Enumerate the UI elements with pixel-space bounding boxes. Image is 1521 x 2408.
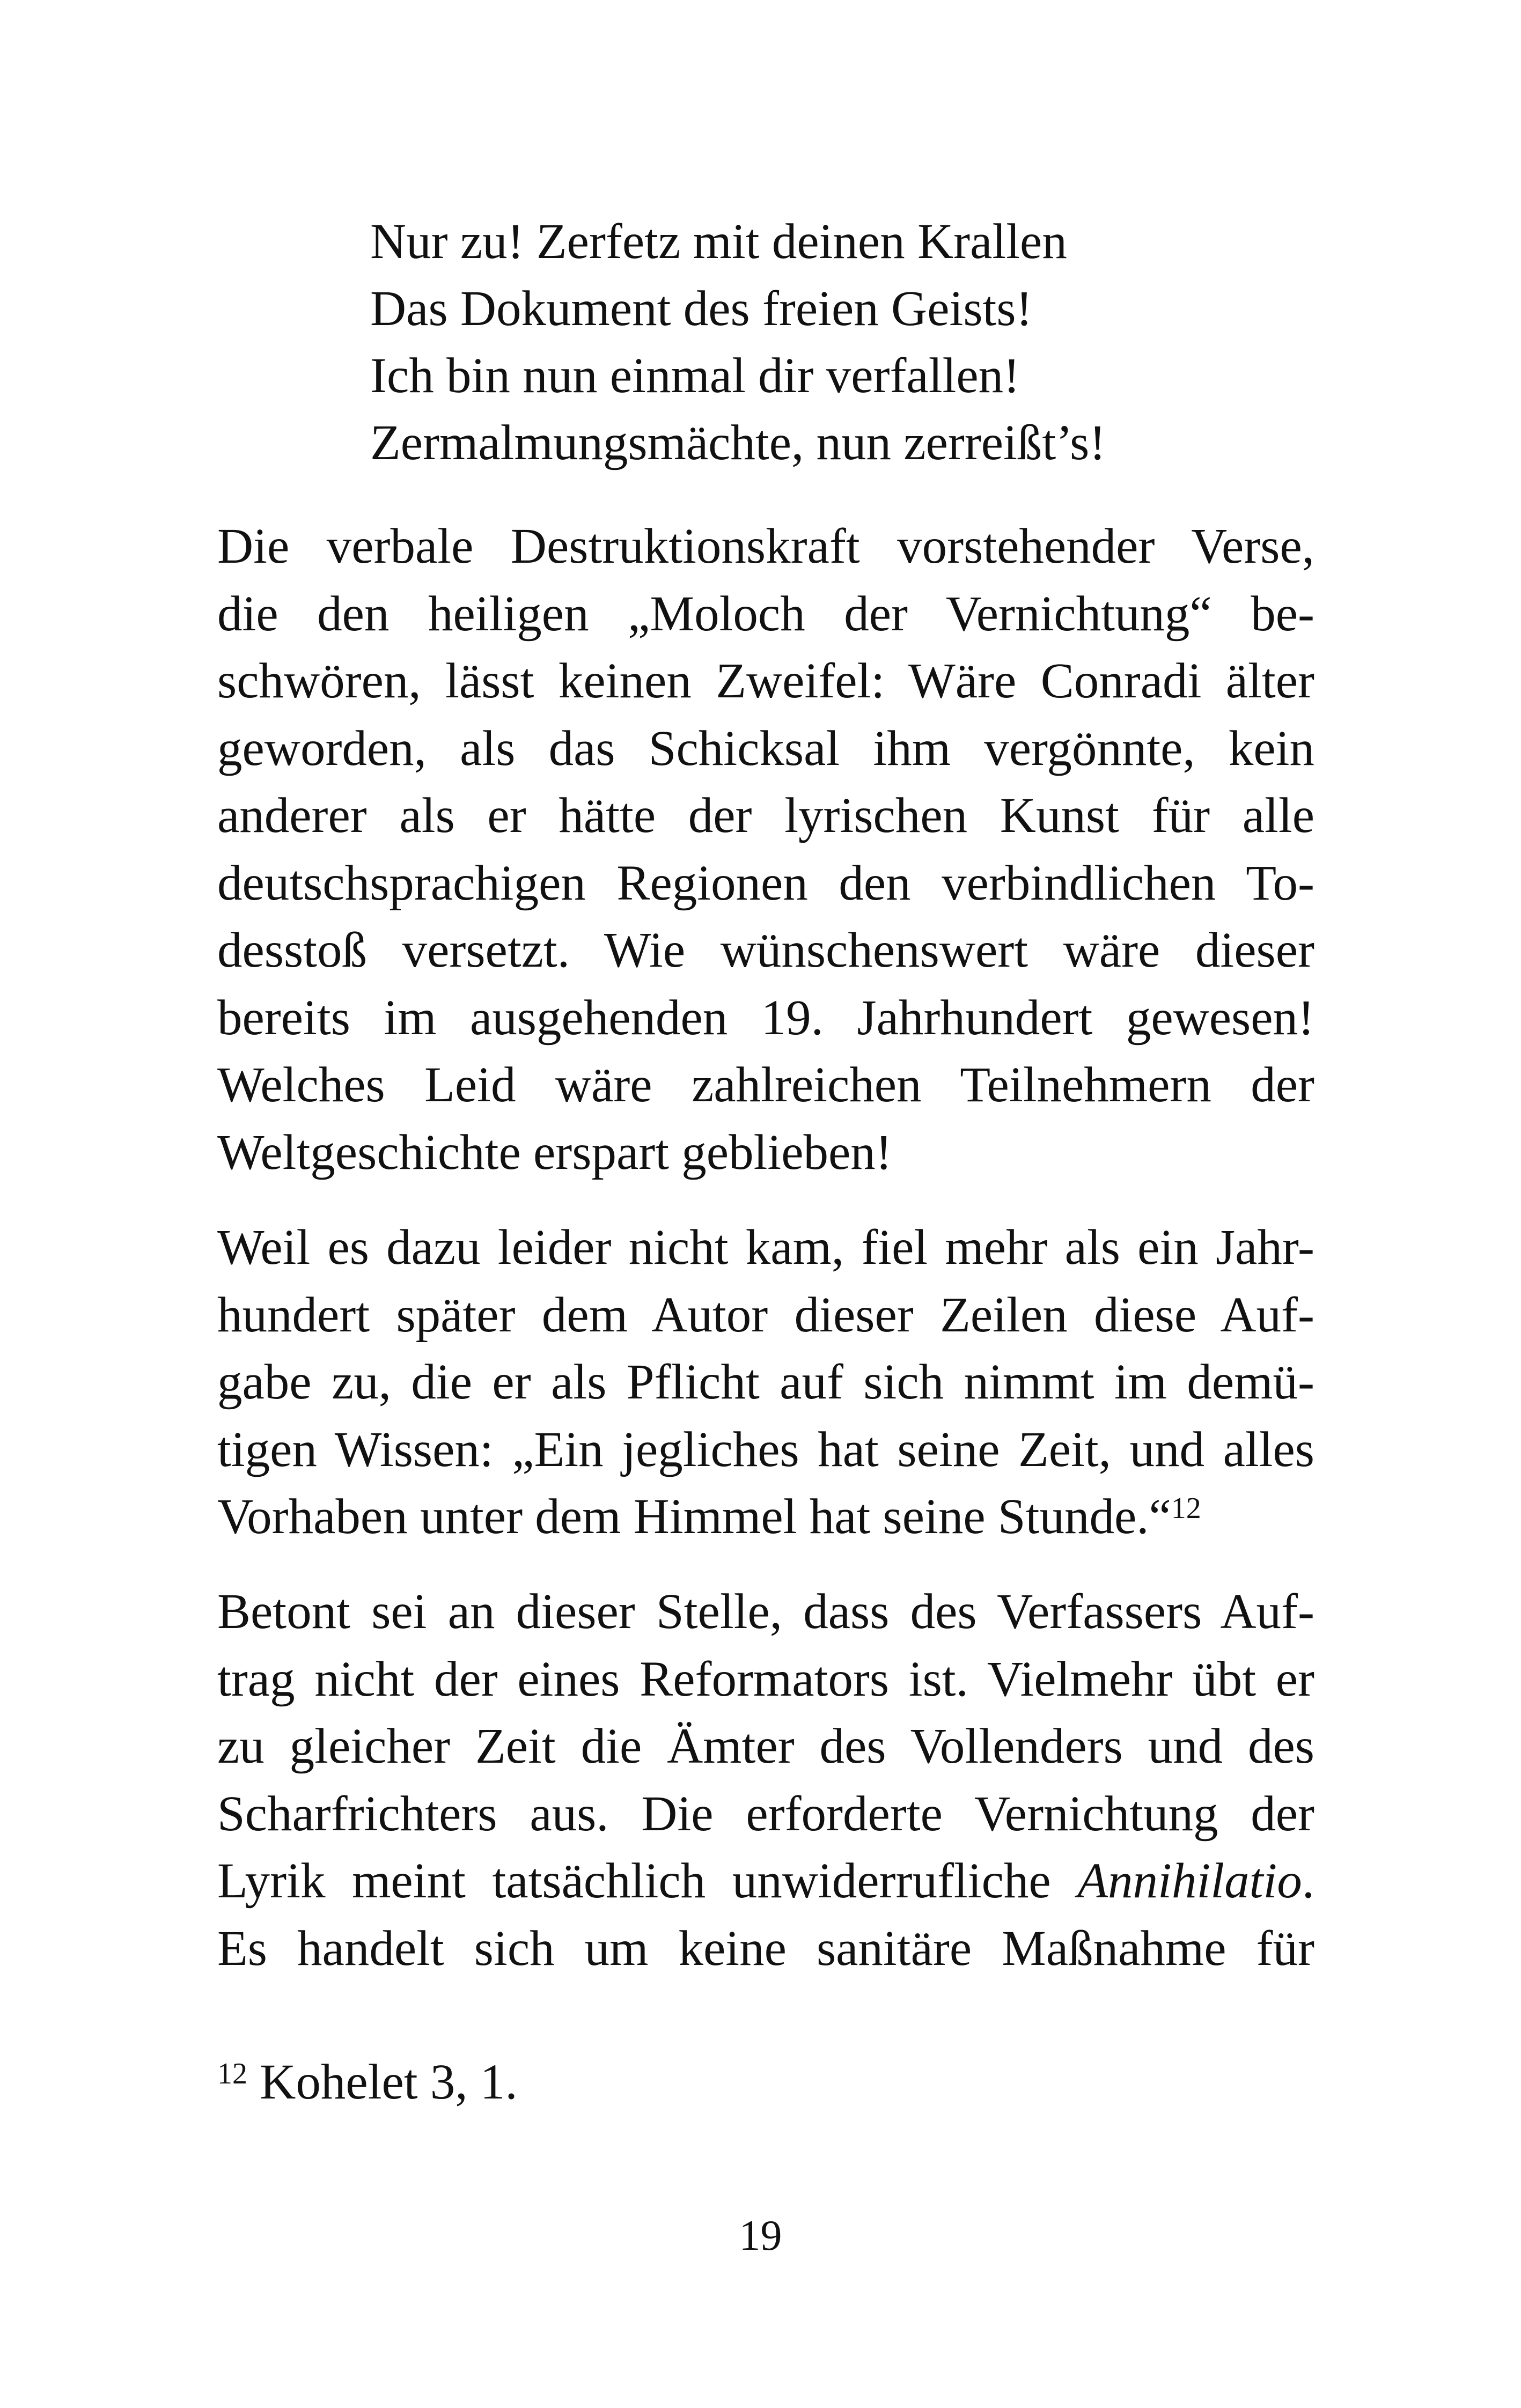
text-line: Welches Leid wäre zahlreichen Teilnehmern der [217,1057,1314,1113]
text-line: schwören, lässt keinen Zweifel: Wäre Conradi älter [217,653,1314,709]
text-line: deutschsprachigen Regionen den verbindlichen To- [217,855,1314,911]
text-line: Scharfrichters aus. Die erforderte Vernichtung der [217,1786,1314,1842]
verse-line: Nur zu! Zerfetz mit deinen Krallen [370,214,1067,269]
paragraph-3 [217,1578,1314,1982]
verse-block [370,208,1282,476]
paragraph-1 [217,513,1314,1186]
text-line: bereits im ausgehenden 19. Jahrhundert gewesen! [217,990,1314,1045]
text-line-punctuation: . [1302,1853,1314,1909]
footnote [217,2050,518,2115]
footnote-text: Kohelet 3, 1. [260,2054,518,2110]
paragraph-2 [217,1214,1314,1551]
text-line: trag nicht der eines Reformators ist. Vielmehr übt er [217,1651,1314,1707]
text-line: tigen Wissen: „Ein jegliches hat seine Zeit, und alles [217,1422,1314,1477]
verse-line: Das Dokument des freien Geists! [370,281,1033,336]
verse-line: Ich bin nun einmal dir verfallen! [370,348,1020,403]
italic-term: Annihilatio [1077,1853,1302,1909]
text-line: hundert später dem Autor dieser Zeilen diese Auf- [217,1287,1314,1343]
text-line: geworden, als das Schicksal ihm vergönnte, kein [217,720,1314,776]
text-line [217,1847,1314,1915]
text-line: zu gleicher Zeit die Ämter des Vollenders und des [217,1719,1314,1774]
text-line: desstoß versetzt. Wie wünschenswert wäre dieser [217,923,1314,978]
text-line: die den heiligen „Moloch der Vernichtung“ be- [217,586,1314,642]
text-line-content: Vorhaben unter dem Himmel hat seine Stunde.“ [217,1489,1171,1544]
footnote-reference: 12 [1171,1492,1201,1525]
text-line: Weltgeschichte erspart geblieben! [217,1124,892,1180]
text-line: Betont sei an dieser Stelle, dass des Verfassers Auf- [217,1584,1314,1639]
text-line: Es handelt sich um keine sanitäre Maßnahme für [217,1920,1314,1976]
verse-line: Zermalmungsmächte, nun zerreißt’s! [370,415,1106,470]
text-line: Weil es dazu leider nicht kam, fiel mehr als ein Jahr- [217,1220,1314,1275]
text-line: gabe zu, die er als Pflicht auf sich nimmt im demü- [217,1354,1314,1410]
page-number: 19 [739,2212,782,2259]
text-line: anderer als er hätte der lyrischen Kunst für alle [217,788,1314,843]
text-line [217,1483,1314,1551]
text-line-content: Lyrik meint tatsächlich unwiderrufliche [217,1853,1078,1909]
text-line: Die verbale Destruktionskraft vorstehender Verse, [217,519,1314,574]
footnote-number: 12 [217,2057,247,2090]
